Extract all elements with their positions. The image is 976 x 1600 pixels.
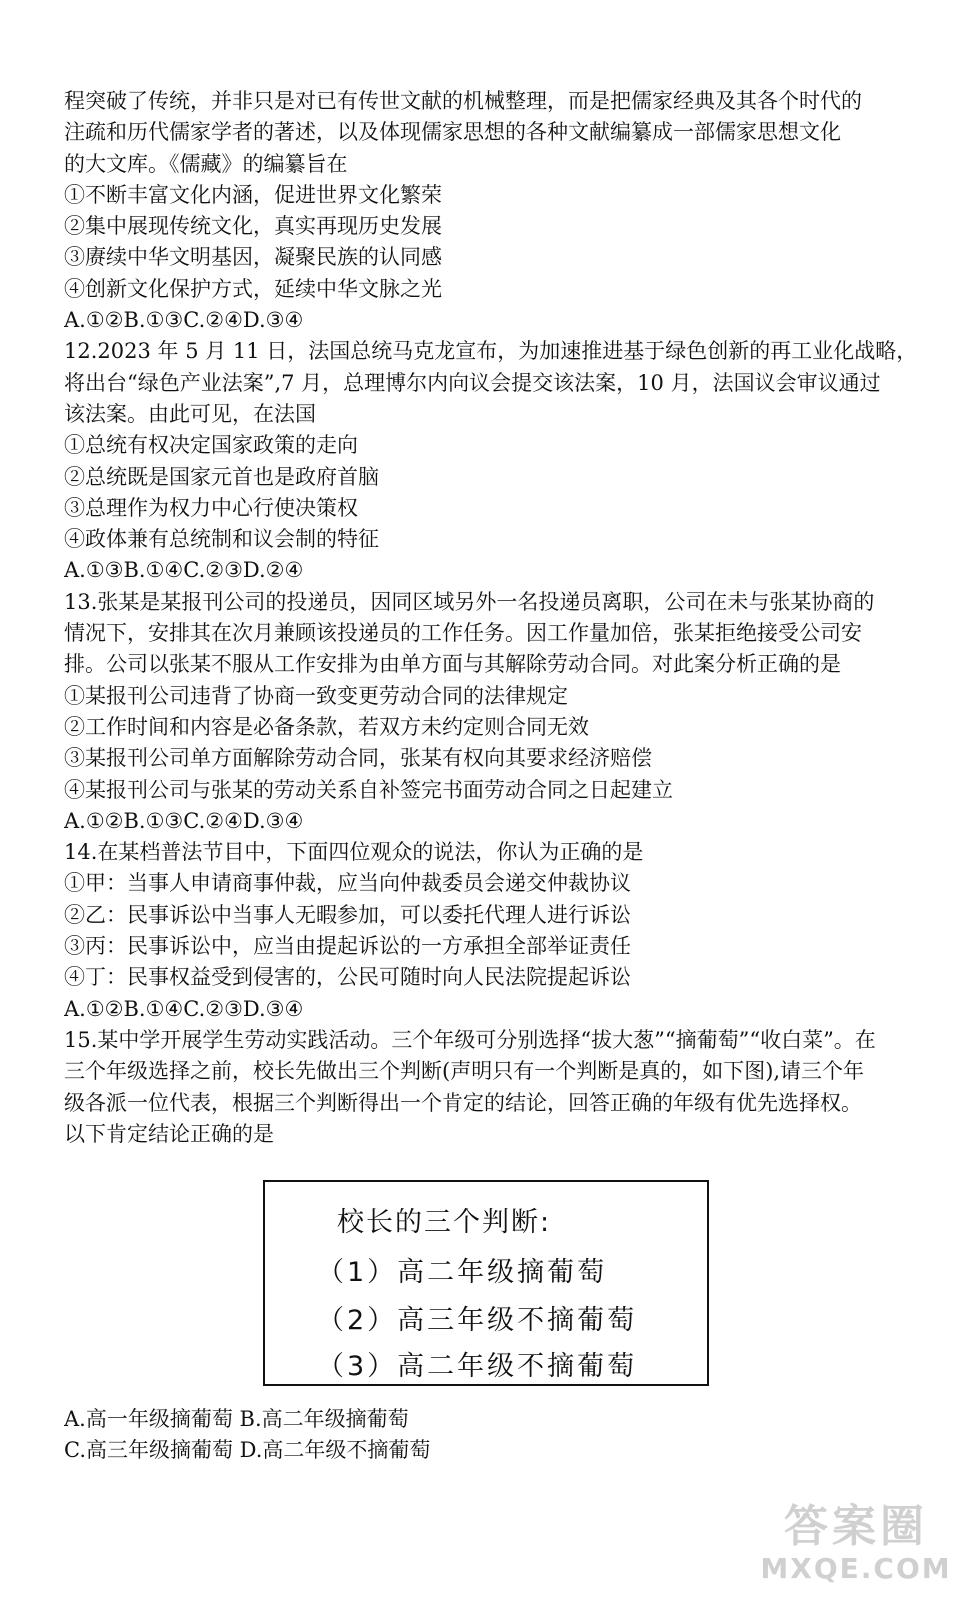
answer-choices: C.高三年级摘葡萄 D.高二年级不摘葡萄	[64, 1438, 431, 1463]
option-statement: ②工作时间和内容是必备条款，若双方未约定则合同无效	[64, 714, 589, 739]
option-statement: ③赓续中华文明基因，凝聚民族的认同感	[64, 245, 442, 270]
option-statement: ④政体兼有总统制和议会制的特征	[64, 527, 379, 552]
question-15-stem: 级各派一位代表，根据三个判断得出一个肯定的结论，回答正确的年级有优先选择权。	[64, 1090, 862, 1115]
judgments-title: 校长的三个判断:	[337, 1207, 552, 1238]
answer-choices: A.①②B.①④C.②③D.③④	[64, 996, 304, 1021]
question-15-choices	[64, 1404, 944, 1467]
judgments-box	[263, 1180, 709, 1386]
option-statement: ②总统既是国家元首也是政府首脑	[64, 464, 379, 489]
question-13-stem: 13.张某是某报刊公司的投递员，因同区域另外一名投递员离职，公司在未与张某协商的	[64, 589, 875, 614]
option-statement: ④创新文化保护方式，延续中华文脉之光	[64, 276, 442, 301]
question-14-stem: 14.在某档普法节目中，下面四位观众的说法，你认为正确的是	[64, 840, 644, 865]
question-13-stem: 情况下，安排其在次月兼顾该投递员的工作任务。因工作量加倍，张某拒绝接受公司安	[64, 621, 862, 646]
question-15-stem: 15.某中学开展学生劳动实践活动。三个年级可分别选择“拔大葱”“摘葡萄”“收白菜”。在	[64, 1027, 876, 1052]
judgment-item: （1）高二年级摘葡萄	[317, 1257, 608, 1288]
judgment-item: （2）高三年级不摘葡萄	[317, 1305, 638, 1336]
question-12-stem: 该法案。由此可见，在法国	[64, 401, 316, 426]
question-13-stem: 排。公司以张某不服从工作安排为由单方面与其解除劳动合同。对此案分析正确的是	[64, 652, 841, 677]
judgment-item: （3）高二年级不摘葡萄	[317, 1351, 638, 1382]
option-statement: ①总统有权决定国家政策的走向	[64, 433, 358, 458]
watermark-en: MXQE.COM	[760, 1552, 952, 1585]
question-12-stem: 12.2023 年 5 月 11 日，法国总统马克龙宣布，为加速推进基于绿色创新的再工业化战略，	[64, 339, 918, 364]
answer-choices: A.①②B.①③C.②④D.③④	[64, 808, 304, 833]
watermark-logo	[756, 1500, 956, 1590]
answer-choices: A.高一年级摘葡萄 B.高二年级摘葡萄	[64, 1407, 409, 1431]
question-text	[64, 86, 944, 1150]
option-statement: ③某报刊公司单方面解除劳动合同，张某有权向其要求经济赔偿	[64, 746, 652, 771]
question-15-stem: 三个年级选择之前，校长先做出三个判断(声明只有一个判断是真的，如下图),请三个年	[64, 1059, 865, 1084]
option-statement: ①某报刊公司违背了协商一致变更劳动合同的法律规定	[64, 683, 568, 708]
option-statement: ④丁：民事权益受到侵害的，公民可随时向人民法院提起诉讼	[64, 965, 631, 990]
watermark-cn: 答案圈	[784, 1501, 928, 1552]
text-line: 的大文库。《儒藏》的编纂旨在	[64, 151, 348, 176]
option-statement: ②乙：民事诉讼中当事人无暇参加，可以委托代理人进行诉讼	[64, 902, 631, 927]
option-statement: ①甲：当事人申请商事仲裁，应当向仲裁委员会递交仲裁协议	[64, 871, 631, 896]
answer-choices: A.①③B.①④C.②③D.②④	[64, 558, 304, 583]
option-statement: ①不断丰富文化内涵，促进世界文化繁荣	[64, 182, 442, 207]
option-statement: ②集中展现传统文化，真实再现历史发展	[64, 214, 442, 239]
text-line: 程突破了传统，并非只是对已有传世文献的机械整理，而是把儒家经典及其各个时代的	[64, 89, 862, 113]
answer-choices: A.①②B.①③C.②④D.③④	[64, 308, 304, 333]
option-statement: ④某报刊公司与张某的劳动关系自补签完书面劳动合同之日起建立	[64, 777, 673, 802]
text-line: 注疏和历代儒家学者的著述，以及体现儒家思想的各种文献编纂成一部儒家思想文化	[64, 120, 841, 145]
option-statement: ③丙：民事诉讼中，应当由提起诉讼的一方承担全部举证责任	[64, 934, 631, 959]
question-12-stem: 将出台“绿色产业法案”,7 月，总理博尔内向议会提交该法案，10 月，法国议会审议通过	[64, 370, 881, 395]
option-statement: ③总理作为权力中心行使决策权	[64, 495, 358, 520]
question-15-stem: 以下肯定结论正确的是	[64, 1121, 274, 1146]
